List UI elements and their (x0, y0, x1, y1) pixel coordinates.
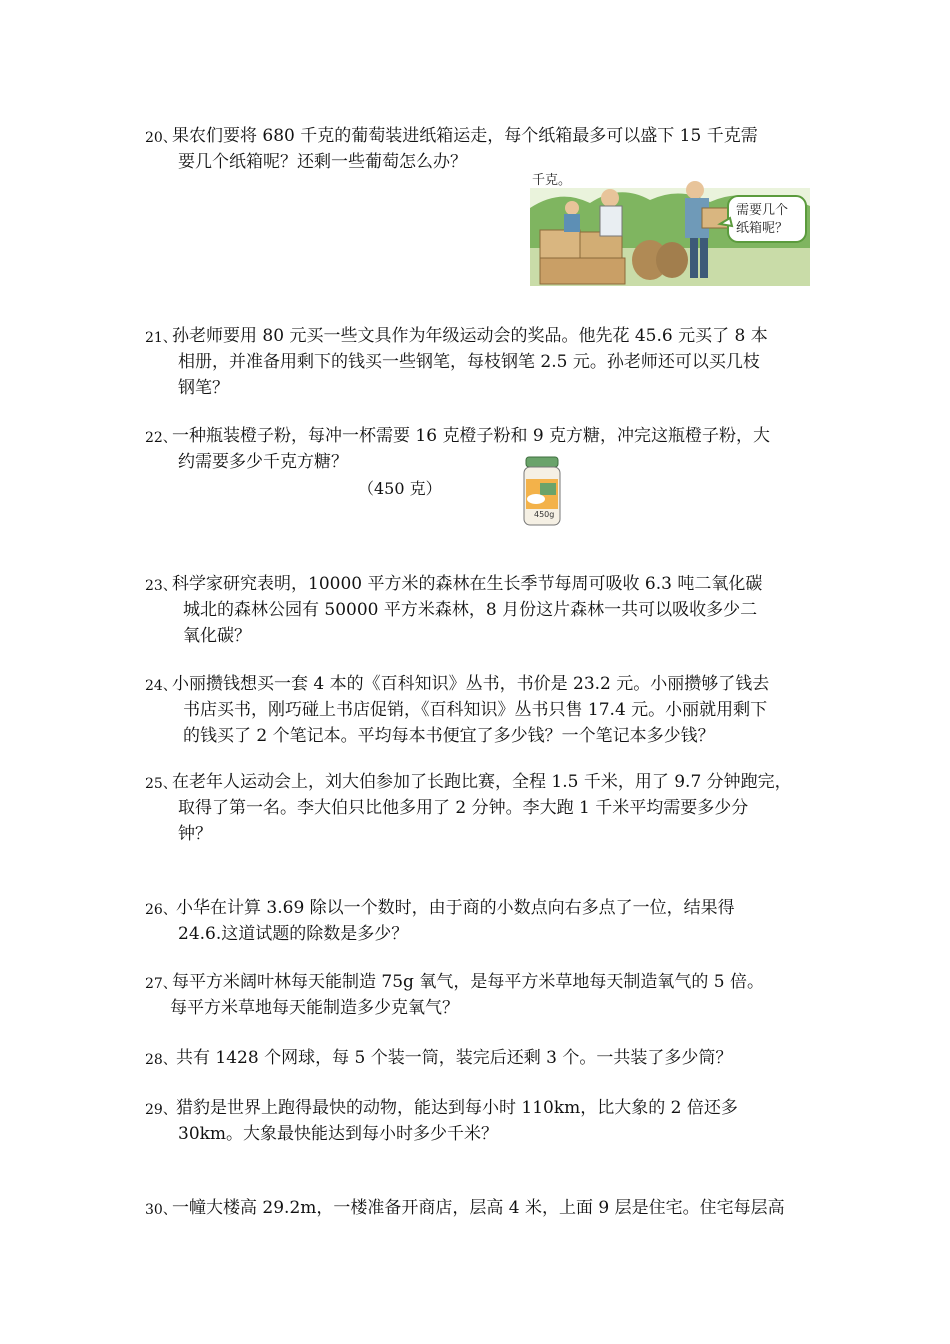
question-line: 钟？ (178, 824, 212, 844)
question-line: 相册，并准备用剩下的钱买一些钢笔，每枝钢笔 2.5 元。孙老师还可以买几枝 (178, 352, 760, 372)
question-line: 小华在计算 3.69 除以一个数时，由于商的小数点向右多点了一位，结果得 (176, 898, 735, 918)
question-number: 29、 (145, 1102, 177, 1118)
question-line: 果农们要将 680 千克的葡萄装进纸箱运走，每个纸箱最多可以盛下 15 千克需 (172, 126, 758, 146)
question-line: 钢笔？ (178, 378, 229, 398)
question-line: 一种瓶装橙子粉，每冲一杯需要 16 克橙子粉和 9 克方糖，冲完这瓶橙子粉，大 (172, 426, 771, 446)
question-line: 约需要多少千克方糖？ (178, 452, 348, 472)
question-line: 共有 1428 个网球，每 5 个装一筒，装完后还剩 3 个。一共装了多少筒？ (176, 1048, 733, 1068)
question-line: 取得了第一名。李大伯只比他多用了 2 分钟。李大跑 1 千米平均需要多少分 (178, 798, 749, 818)
question-line: 在老年人运动会上，刘大伯参加了长跑比赛，全程 1.5 千米，用了 9.7 分钟跑完， (172, 772, 792, 792)
question-line: 一幢大楼高 29.2m，一楼准备开商店，层高 4 米，上面 9 层是住宅。住宅每层高 (172, 1198, 785, 1218)
question-number: 20、 (145, 130, 177, 146)
question-line: 猎豹是世界上跑得最快的动物，能达到每小时 110km，比大象的 2 倍还多 (176, 1098, 738, 1118)
question-number: 30、 (145, 1202, 177, 1218)
bubble-text-2: 纸箱呢？ (736, 221, 789, 236)
question-number: 26、 (145, 902, 177, 918)
question-line: 小丽攒钱想买一套 4 本的《百科知识》丛书，书价是 23.2 元。小丽攒够了钱去 (172, 674, 770, 694)
question-number: 28、 (145, 1052, 177, 1068)
answer-note: （450 克） (358, 479, 442, 498)
orange-powder-jar-illustration (520, 455, 564, 527)
question-number: 22、 (145, 430, 177, 446)
question-line: 的钱买了 2 个笔记本。平均每本书便宜了多少钱？一个笔记本多少钱？ (183, 726, 715, 746)
question-line: 孙老师要用 80 元买一些文具作为年级运动会的奖品。他先花 45.6 元买了 8 本 (172, 326, 768, 346)
bubble-text-1: 需要几个 (736, 203, 789, 218)
question-line: 科学家研究表明，10000 平方米的森林在生长季节每周可吸收 6.3 吨二氧化碳 (172, 574, 763, 594)
question-line: 书店买书，刚巧碰上书店促销，《百科知识》丛书只售 17.4 元。小丽就用剩下 (183, 700, 768, 720)
question-number: 27、 (145, 976, 177, 992)
question-line: 30km。大象最快能达到每小时多少千米？ (178, 1124, 499, 1144)
grape-packing-illustration (530, 168, 810, 286)
question-number: 21、 (145, 330, 177, 346)
question-line: 24.6.这道试题的除数是多少？ (178, 924, 409, 944)
question-number: 24、 (145, 678, 177, 694)
question-number: 23、 (145, 578, 177, 594)
caption-top: 千克。 (532, 173, 572, 188)
question-line: 要几个纸箱呢？还剩一些葡萄怎么办？ (178, 152, 467, 172)
question-line: 城北的森林公园有 50000 平方米森林，8 月份这片森林一共可以吸收多少二 (183, 600, 758, 620)
question-line: 氧化碳？ (183, 626, 251, 646)
question-line: 每平方米阔叶林每天能制造 75g 氧气，是每平方米草地每天制造氧气的 5 倍。 (172, 972, 764, 992)
jar-label: 450g (534, 510, 555, 519)
question-number: 25、 (145, 776, 177, 792)
question-line: 每平方米草地每天能制造多少克氧气？ (170, 998, 459, 1018)
